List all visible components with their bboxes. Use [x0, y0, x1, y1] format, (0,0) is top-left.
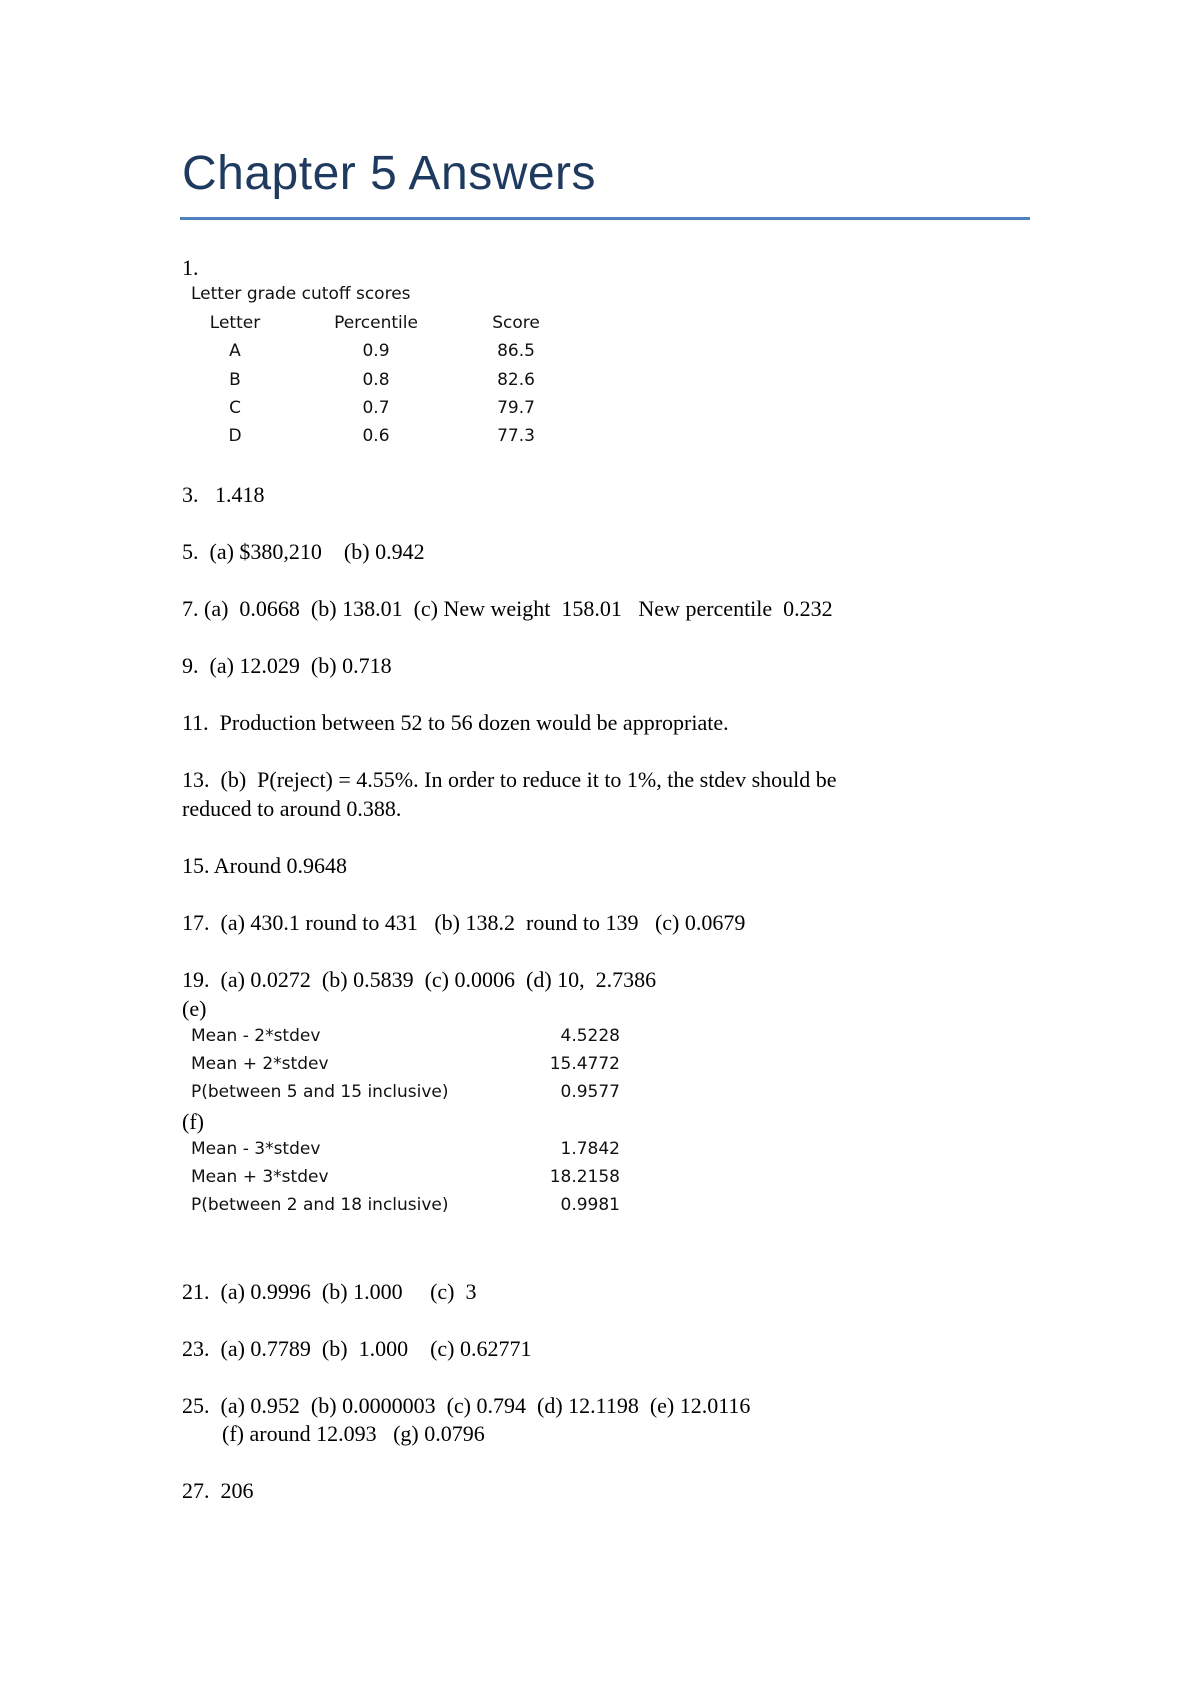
- answer-27: 27. 206: [182, 1478, 254, 1503]
- table-cell: 82.6: [497, 370, 535, 390]
- table-header-score: Score: [492, 313, 540, 333]
- answer-3: 3. 1.418: [182, 482, 265, 507]
- answer-25-line-1: 25. (a) 0.952 (b) 0.0000003 (c) 0.794 (d) 12.1198 (e) 12.0116: [182, 1393, 751, 1418]
- q19-e-label: (e): [182, 996, 207, 1021]
- table-cell: A: [229, 341, 241, 361]
- table-cell: 0.9: [362, 341, 390, 361]
- table-cell: C: [229, 398, 241, 418]
- q19-e-row-value: 4.5228: [560, 1026, 620, 1046]
- q19-f-row-label: P(between 2 and 18 inclusive): [191, 1195, 449, 1215]
- answer-11: 11. Production between 52 to 56 dozen would be appropriate.: [182, 710, 729, 735]
- answer-25-line-2: (f) around 12.093 (g) 0.0796: [222, 1421, 485, 1446]
- q19-f-row-label: Mean - 3*stdev: [191, 1139, 321, 1159]
- table-cell: 0.8: [362, 370, 390, 390]
- q19-f-row-value: 0.9981: [560, 1195, 620, 1215]
- q19-e-row-value: 15.4772: [549, 1054, 620, 1074]
- answer-5: 5. (a) $380,210 (b) 0.942: [182, 539, 425, 564]
- table-cell: 0.7: [362, 398, 390, 418]
- table-header-percentile: Percentile: [334, 313, 418, 333]
- q1-number: 1.: [182, 255, 199, 280]
- table-cell: 79.7: [497, 398, 535, 418]
- answer-19: 19. (a) 0.0272 (b) 0.5839 (c) 0.0006 (d) 10, 2.7386: [182, 967, 657, 992]
- table-cell: D: [228, 426, 242, 446]
- answer-23: 23. (a) 0.7789 (b) 1.000 (c) 0.62771: [182, 1336, 532, 1361]
- title-divider: [180, 217, 1030, 220]
- page-title: Chapter 5 Answers: [182, 147, 597, 200]
- table-cell: 86.5: [497, 341, 535, 361]
- answer-13-line-2: reduced to around 0.388.: [182, 796, 402, 821]
- q1-table-title: Letter grade cutoff scores: [191, 284, 411, 304]
- table-cell: 77.3: [497, 426, 535, 446]
- table-cell: B: [229, 370, 241, 390]
- q19-e-row-value: 0.9577: [560, 1082, 620, 1102]
- q19-f-label: (f): [182, 1109, 204, 1134]
- table-cell: 0.6: [362, 426, 390, 446]
- answer-21: 21. (a) 0.9996 (b) 1.000 (c) 3: [182, 1279, 477, 1304]
- table-header-letter: Letter: [209, 313, 261, 333]
- answer-15: 15. Around 0.9648: [182, 853, 347, 878]
- answer-9: 9. (a) 12.029 (b) 0.718: [182, 653, 392, 678]
- q19-e-row-label: Mean + 2*stdev: [191, 1054, 329, 1074]
- q19-e-row-label: P(between 5 and 15 inclusive): [191, 1082, 449, 1102]
- answer-17: 17. (a) 430.1 round to 431 (b) 138.2 round to 139 (c) 0.0679: [182, 910, 746, 935]
- answer-7: 7. (a) 0.0668 (b) 138.01 (c) New weight 158.01 New percentile 0.232: [182, 596, 833, 621]
- q19-e-row-label: Mean - 2*stdev: [191, 1026, 321, 1046]
- q19-f-row-label: Mean + 3*stdev: [191, 1167, 329, 1187]
- q19-f-row-value: 1.7842: [560, 1139, 620, 1159]
- answer-13-line-1: 13. (b) P(reject) = 4.55%. In order to reduce it to 1%, the stdev should be: [182, 767, 837, 792]
- q19-f-row-value: 18.2158: [549, 1167, 620, 1187]
